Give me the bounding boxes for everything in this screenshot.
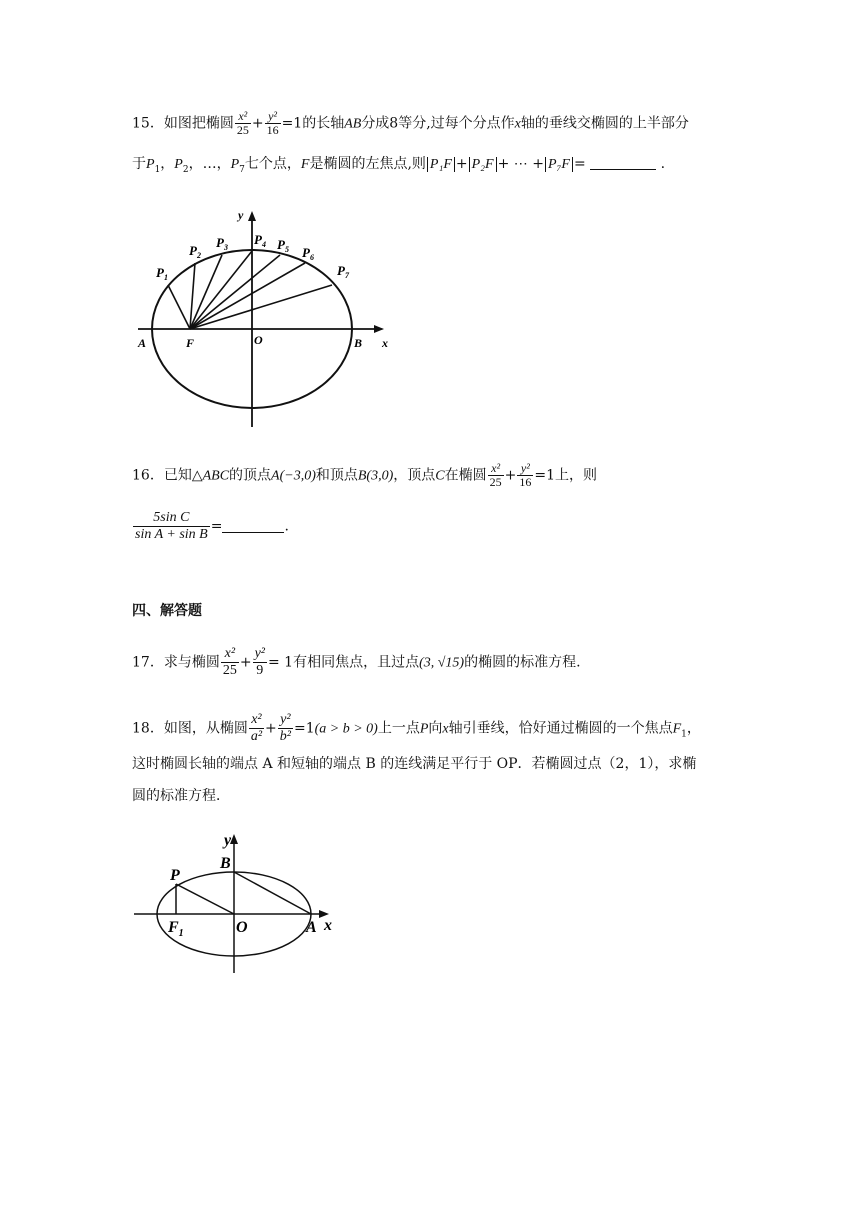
label-p1: $P_1$ [156, 265, 168, 282]
q17-line: 17．求与椭圆 $\frac{\text{x²}}{25}$ + $\frac{\text{y²}}{9}$ = 1有相同焦点，且过点(3, √15)的椭圆的标准方程. [132, 646, 581, 678]
abs-p1f: P₁F [427, 157, 455, 172]
label-o: O [254, 333, 263, 347]
section-heading: 四、解答题 [132, 603, 202, 619]
figure-15-ellipse [130, 205, 395, 430]
q15-line2: 于$P_1$，$P_2$，…，$P_7$七个点，F是椭圆的左焦点,则 P₁F + P₂F + ⋯ + P₇F = . [132, 156, 666, 175]
figure-18-ellipse [130, 828, 340, 978]
q15-line1: 15．如图把椭圆 $\frac{\text{x²}}{25}$ + $\frac{\text{y²}}{16}$ =1的长轴AB分成8等分,过每个分点作x轴的垂线交椭圆的上半部分 [132, 109, 689, 137]
fraction-y2-16: $\frac{\text{y²}}{16}$ [519, 461, 532, 489]
label-p3: $P_3$ [216, 235, 228, 252]
label-a: A [306, 919, 317, 936]
label-a: A [138, 336, 147, 350]
label-p6: $P_6$ [302, 245, 314, 262]
fraction-sine-expr: $\frac{\text{5sin C}}{\text{sin A + sin B}}$ [135, 510, 208, 542]
label-x: x [324, 917, 332, 934]
fraction-x2-25: $\frac{\text{x²}}{25}$ [489, 461, 502, 489]
label-p2: $P_2$ [189, 243, 201, 260]
label-o: O [236, 919, 248, 936]
label-p7: $P_7$ [337, 263, 349, 280]
fraction-y2-b2: $\frac{\text{y²}}{\text{b²}}$ [279, 712, 291, 744]
fraction-x2-25: $\frac{\text{x²}}{25}$ [222, 646, 237, 678]
q15-text: 15．如图把椭圆 [132, 115, 234, 132]
fraction-x2-25: $\frac{\text{x²}}{25}$ [236, 109, 249, 137]
fraction-x2-a2: $\frac{\text{x²}}{\text{a²}}$ [250, 712, 263, 744]
answer-blank-16[interactable] [222, 518, 284, 533]
abs-p7f: P₇F [545, 157, 573, 172]
fraction-y2-16: $\frac{\text{y²}}{16}$ [266, 109, 279, 137]
label-x: x [382, 336, 388, 350]
fraction-y2-9: $\frac{\text{y²}}{9}$ [254, 646, 265, 678]
label-b: B [354, 336, 363, 350]
q16-line1: 16．已知△ABC的顶点A(−3,0)和顶点B(3,0)，顶点C在椭圆 $\frac{\text{x²}}{25}$ + $\frac{\text{y²}}{16}$ =1上，则 [132, 461, 597, 489]
q16-line2: $\frac{\text{5sin C}}{\text{sin A + sin B}}$ = . [135, 510, 289, 542]
label-p: P [170, 867, 180, 884]
q18-line1: 18．如图，从椭圆 $\frac{\text{x²}}{\text{a²}}$ + $\frac{\text{y²}}{\text{b²}}$ =1(a > b > 0)上一点P向x轴引垂线，恰好通过椭圆的一个焦点$F_1$， [132, 712, 701, 744]
label-p4: $P_4$ [254, 232, 266, 249]
label-b: B [220, 855, 231, 872]
label-f: F [186, 336, 195, 350]
answer-blank-15[interactable] [590, 155, 656, 170]
label-y: y [238, 208, 244, 222]
abs-p2f: P₂F [469, 157, 497, 172]
label-p5: $P_5$ [277, 237, 289, 254]
q18-line2: 这时椭圆长轴的端点 A 和短轴的端点 B 的连线满足平行于 OP．若椭圆过点（2，1），求椭 [132, 756, 697, 772]
q18-line3: 圆的标准方程． [132, 788, 230, 804]
label-y: y [224, 832, 232, 849]
label-f1: $F_1$ [168, 919, 184, 939]
